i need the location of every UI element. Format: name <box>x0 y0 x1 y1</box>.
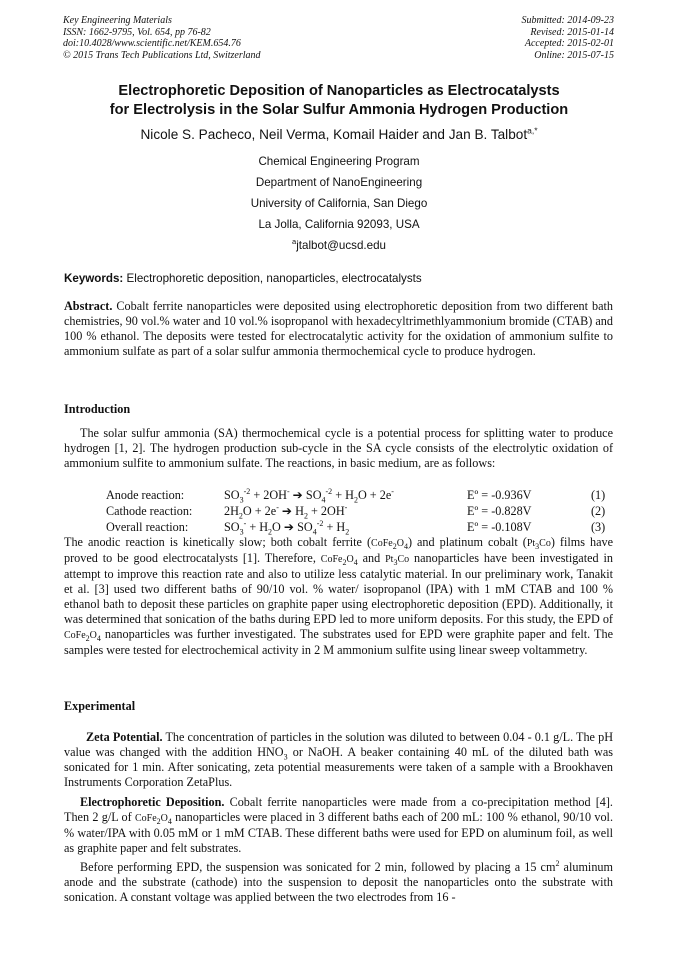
journal-name: Key Engineering Materials <box>63 15 172 26</box>
intro-p2-part-d: and <box>357 551 386 565</box>
formula-cofe2o4: $CoFe_2O_4$ <box>371 538 408 551</box>
intro-p2-part-f: nanoparticles was further investigated. The substrates used for EPD were graphite paper and felt. The samples were tested for electrochemical activity in 2 M ammonium sulfite using linear sweep voltammetry. <box>64 627 613 657</box>
formula-pt3co: $Pt_3Co$ <box>526 538 551 551</box>
intro-p2-part-a: The anodic reaction is kinetically slow; both cobalt ferrite ( <box>64 535 372 549</box>
equation-1-reaction: $SO_3^{-2} + 2OH^-$ ➔ $SO_4^{-2} + H_2O + 2e^-$ <box>224 486 394 505</box>
email-mark: a <box>292 237 297 247</box>
equation-2-label: Cathode reaction: <box>106 504 193 518</box>
affiliation-city: La Jolla, California 92093, USA <box>258 218 420 231</box>
formula-cofe2o4: $CoFe_2O_4$ <box>64 630 101 643</box>
keywords-line <box>64 271 616 286</box>
corresponding-email[interactable] <box>40 235 638 256</box>
zeta-label: Zeta Potential. <box>86 730 163 744</box>
journal-header-left <box>63 15 261 61</box>
abstract-label: Abstract. <box>64 299 113 313</box>
intro-paragraph-1: The solar sulfur ammonia (SA) thermochemical cycle is a potential process for splitting water to produce hydrogen [1, 2]. The hydrogen production sub-cycle in the SA cycle consists of the electrolytic oxidation of ammonium sulfite to ammonium sulfate. The reactions, in basic medium, are as follows: <box>64 426 613 470</box>
epd-text-b: nanoparticles were placed in 3 different baths each of 200 mL: 100 % ethanol, 90/10 vol. % water/IPA with 0.05 mM or 1 mM CTAB. These different baths were used for EPD on aluminum foil, as well as graphite paper and felt substrates. <box>64 810 613 855</box>
procedure-text-a: Before performing EPD, the suspension was sonicated for 2 min, followed by placing a 15 cm <box>80 860 556 874</box>
zeta-text-b: or NaOH. A beaker containing 40 mL of the diluted bath was sonicated for 1 min. After sonicating, zeta potential measurements were taken of a sample with a Brookhaven Instruments Corporation ZetaPlus. <box>64 745 613 789</box>
title-line-1: Electrophoretic Deposition of Nanoparticles as Electrocatalysts <box>118 83 560 99</box>
intro-p2-part-e: nanoparticles have been investigated in attempt to improve this reaction rate and also to utilize less catalytic material. In our preliminary work, Tanakit et al. [3] used two different baths of 90/10 vol. % water/ isopropanol (IPA) with 1 mM CTAB and 100 % ethanol bath to deposit these particles on graphite paper using electrophoretic deposition (EPD). Additionally, it was determined that sonication of the baths during EPD led to more uniform deposits. For this study, the EPD of <box>64 551 613 626</box>
keywords-label: Keywords: <box>64 272 124 285</box>
abstract-text: Cobalt ferrite nanoparticles were deposited using electrophoretic deposition from two different bath chemistries, 90 vol.% water and 10 vol.% isopropanol with hexadecyltrimethlyammonium bromide (CTAB) and 100 % ethanol. The deposits were tested for electrocatalytic activity for the oxidation of ammonium sulfite to ammonium sulfate as part of a solar sulfur ammonia thermochemical cycle to produce hydrogen. <box>64 299 613 358</box>
journal-copyright: © 2015 Trans Tech Publications Ltd, Switzerland <box>63 49 261 61</box>
paper-title <box>40 82 638 120</box>
author-names: Nicole S. Pacheco, Neil Verma, Komail Haider and Jan B. Talbot <box>140 127 528 142</box>
epd-paragraph <box>64 795 613 856</box>
introduction-heading: Introduction <box>64 402 131 416</box>
formula-cofe2o4: $CoFe_2O_4$ <box>320 554 358 567</box>
journal-header-right <box>522 15 615 61</box>
equation-2-reaction: $2H_2O + 2e^-$ ➔ $H_2 + 2OH^-$ <box>224 502 348 521</box>
equation-3-reaction: $SO_3^- + H_2O$ ➔ $SO_4^{-2} + H_2$ <box>224 518 350 537</box>
zeta-text-a: The concentration of particles in the solution was diluted to between 0.04 - 0.1 g/L. The pH value was changed with the addition HNO <box>64 730 613 759</box>
accepted-date: Accepted: 2015-02-01 <box>524 38 614 49</box>
affiliation-program: Chemical Engineering Program <box>258 155 420 168</box>
abstract-paragraph <box>64 299 613 359</box>
author-mark: a,* <box>527 125 538 136</box>
epd-label: Electrophoretic Deposition. <box>80 795 225 809</box>
journal-issn: ISSN: 1662-9795, Vol. 654, pp 76-82 <box>63 26 211 38</box>
keywords-text: Electrophoretic deposition, nanoparticles, electrocatalysts <box>126 272 422 285</box>
email-address[interactable]: jtalbot@ucsd.edu <box>296 239 386 252</box>
author-list <box>40 126 638 144</box>
intro-p2-part-c: ) films have proved to be good electrocatalysts [1]. Therefore, <box>64 535 613 565</box>
equation-2-number: (2) <box>591 504 606 518</box>
equation-row-1 <box>0 488 678 503</box>
journal-doi[interactable]: doi:10.4028/www.scientific.net/KEM.654.76 <box>63 38 241 49</box>
intro-p2-part-b: ) and platinum cobalt ( <box>407 535 527 549</box>
formula-cofe2o4: $CoFe_2O_4$ <box>134 813 172 826</box>
title-line-2: for Electrolysis in the Solar Sulfur Ammonia Hydrogen Production <box>109 102 569 118</box>
affiliation-university: University of California, San Diego <box>250 197 428 210</box>
epd-procedure-paragraph: Before performing EPD, the suspension was sonicated for 2 min, followed by placing a 15 $cm^2$ aluminum anode and the substrate (cathode) into the suspension to deposit the nanoparticles onto the substrate with sonication. A constant voltage was applied between the two electrodes from 16 - <box>64 858 613 904</box>
zeta-potential-paragraph: Zeta Potential. The concentration of particles in the solution was diluted to between 0.04 - 0.1 g/L. The pH value was changed with the addition $HNO_3$ or NaOH. A beaker containing 40 mL of the diluted bath was sonicated for 1 min. After sonicating, zeta potential measurements were taken of a sample with a Brookhaven Instruments Corporation ZetaPlus. <box>64 730 613 789</box>
equation-3-potential: Eº = -0.108V <box>467 520 532 534</box>
equation-1-label: Anode reaction: <box>106 488 185 502</box>
equation-3-number: (3) <box>591 520 606 534</box>
submitted-date: Submitted: 2014-09-23 <box>521 15 614 26</box>
equation-1-number: (1) <box>591 488 606 502</box>
equation-3-label: Overall reaction: <box>106 520 189 534</box>
epd-text-a: Cobalt ferrite nanoparticles were made from a co-precipitation method [4]. Then 2 g/L of <box>64 795 613 824</box>
equation-row-2 <box>0 504 678 519</box>
affiliation-block <box>40 151 638 256</box>
procedure-text-b: aluminum anode and the substrate (cathode) into the suspension to deposit the nanoparticles onto the substrate with sonication. A constant voltage was applied between the two electrodes from 16 - <box>64 860 613 904</box>
experimental-heading: Experimental <box>64 699 136 713</box>
equation-1-potential: Eº = -0.936V <box>467 488 532 502</box>
formula-pt3co: $Pt_3Co$ <box>385 554 410 567</box>
affiliation-department: Department of NanoEngineering <box>255 176 423 189</box>
online-date: Online: 2015-07-15 <box>534 49 614 61</box>
revised-date: Revised: 2015-01-14 <box>530 26 614 38</box>
intro-paragraph-2 <box>64 535 613 658</box>
equation-2-potential: Eº = -0.828V <box>467 504 532 518</box>
equation-row-3 <box>0 520 678 535</box>
